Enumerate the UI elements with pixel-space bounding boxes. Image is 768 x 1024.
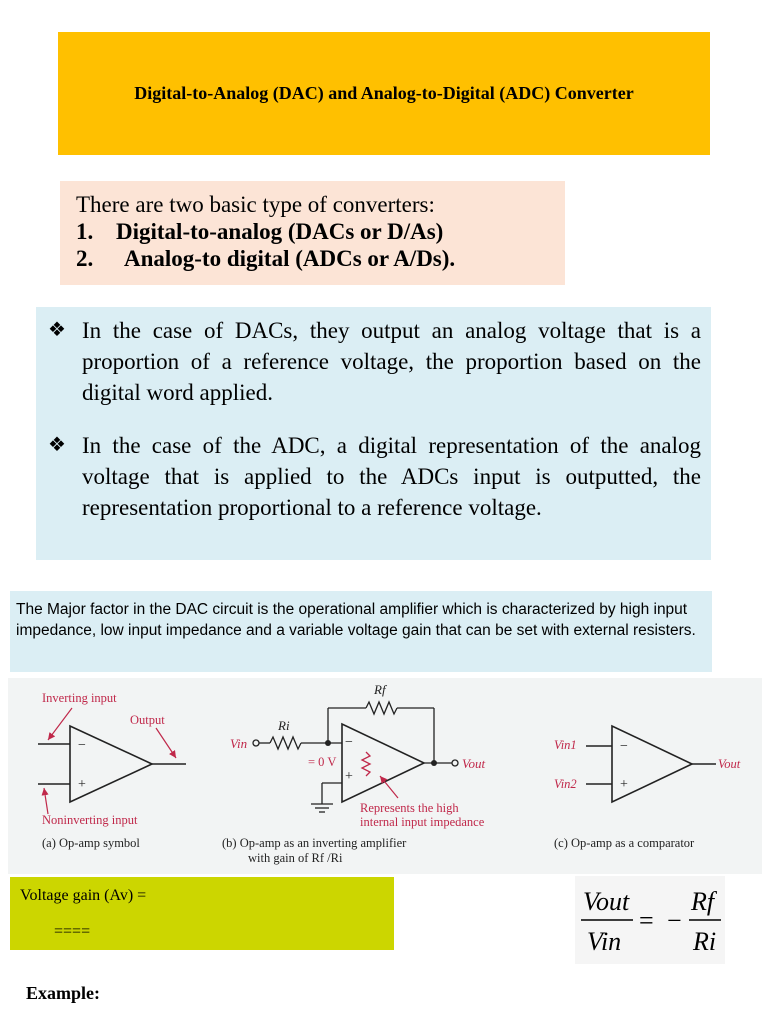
list-item bbox=[76, 245, 565, 272]
gain-formula-graphic bbox=[575, 876, 725, 964]
plus-sign: + bbox=[78, 777, 86, 792]
minus-sign: − bbox=[345, 735, 353, 750]
converter-types-box bbox=[60, 181, 565, 285]
list-label: Digital-to-analog (DACs or D/As) bbox=[116, 219, 444, 244]
vin2-label: Vin2 bbox=[554, 777, 577, 791]
list-label: Analog-to digital (ADCs or A/Ds). bbox=[124, 246, 456, 271]
op-amp-diagram bbox=[8, 678, 762, 874]
minus-sign: − bbox=[78, 738, 86, 753]
list-number: 1. bbox=[76, 219, 94, 244]
impedance-note: Represents the high bbox=[360, 801, 459, 815]
dac-note bbox=[10, 591, 712, 672]
vin-label: Vin bbox=[230, 736, 248, 751]
formula-ri: Ri bbox=[693, 927, 717, 956]
vin1-label: Vin1 bbox=[554, 738, 577, 752]
types-intro: There are two basic type of converters: bbox=[76, 192, 435, 217]
caption-b-gain: with gain of Rf /Ri bbox=[248, 851, 343, 865]
title-banner bbox=[58, 32, 710, 155]
note-text: The Major factor in the DAC circuit is the operational amplifier which is characterized by high input impedance, low input impedance and a variable voltage gain that can be set with external resisters. bbox=[16, 601, 696, 639]
caption-c: (c) Op-amp as a comparator bbox=[554, 836, 695, 850]
example-heading: Example: bbox=[26, 983, 100, 1003]
plus-sign: + bbox=[620, 777, 628, 792]
vout-label: Vout bbox=[718, 757, 741, 771]
list-number: 2. bbox=[76, 246, 94, 271]
bullet-item bbox=[48, 315, 701, 408]
op-amp-figure bbox=[8, 678, 762, 874]
virtual-ground-label: = 0 V bbox=[308, 755, 337, 769]
inverting-amplifier bbox=[222, 682, 486, 865]
formula-vout: Vout bbox=[583, 887, 630, 916]
noninverting-input-label: Noninverting input bbox=[42, 813, 138, 827]
explanation-box bbox=[36, 307, 711, 560]
voltage-gain-box bbox=[10, 877, 394, 950]
bullet-text: In the case of the ADC, a digital representation of the analog voltage that is applied to the ADCs input is outputted, the representation proportional to a reference voltage. bbox=[82, 433, 701, 520]
vout-label: Vout bbox=[462, 756, 486, 771]
gain-formula bbox=[575, 876, 725, 964]
diamond-bullet-icon: ❖ bbox=[48, 319, 66, 341]
formula-vin: Vin bbox=[587, 927, 622, 956]
op-amp-symbol bbox=[38, 691, 186, 850]
minus-sign: − bbox=[620, 739, 628, 754]
output-label: Output bbox=[130, 713, 165, 727]
formula-minus: − bbox=[667, 906, 682, 935]
impedance-note: internal input impedance bbox=[360, 815, 485, 829]
formula-equals: = bbox=[639, 906, 654, 935]
formula-rf: Rf bbox=[691, 887, 715, 916]
rf-label: Rf bbox=[374, 682, 386, 697]
diamond-bullet-icon: ❖ bbox=[48, 434, 66, 456]
inverting-input-label: Inverting input bbox=[42, 691, 117, 705]
ri-label: Ri bbox=[278, 718, 290, 733]
caption-b: (b) Op-amp as an inverting amplifier bbox=[222, 836, 407, 850]
page-title: Digital-to-Analog (DAC) and Analog-to-Digital (ADC) Converter bbox=[134, 83, 634, 103]
plus-sign: + bbox=[345, 769, 353, 784]
list-item bbox=[76, 218, 565, 245]
bullet-text: In the case of DACs, they output an analog voltage that is a proportion of a reference voltage, the proportion based on the digital word applied. bbox=[82, 318, 701, 405]
comparator bbox=[554, 726, 741, 850]
voltage-gain-label: Voltage gain (Av) = bbox=[20, 887, 147, 904]
voltage-gain-value: ==== bbox=[54, 923, 91, 940]
caption-a: (a) Op-amp symbol bbox=[42, 836, 140, 850]
bullet-item bbox=[48, 430, 701, 523]
